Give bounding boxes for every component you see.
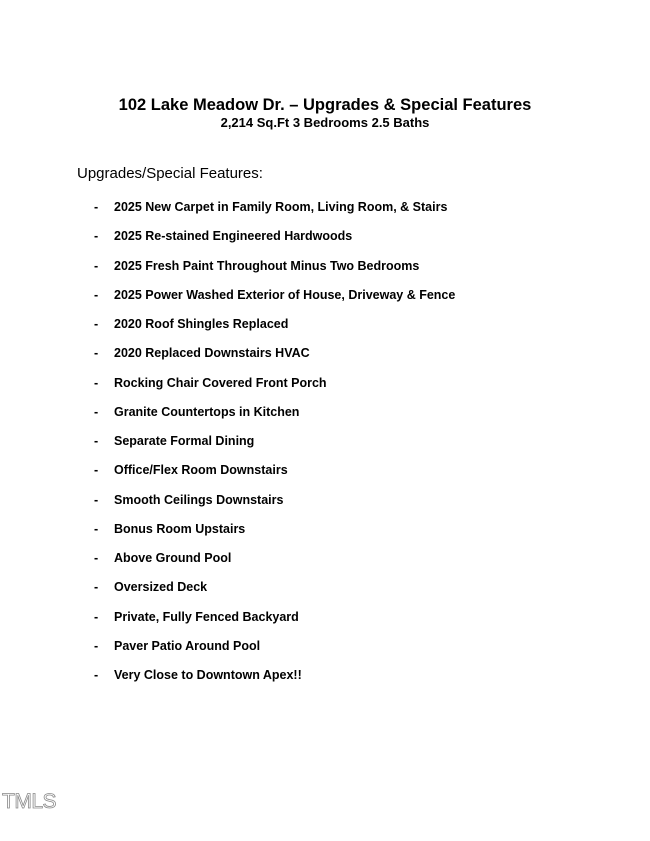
bullet-dash: - xyxy=(94,638,99,653)
tmls-watermark: TMLS xyxy=(2,790,57,813)
list-item xyxy=(94,579,455,608)
bullet-dash: - xyxy=(94,317,99,331)
feature-list xyxy=(94,199,455,696)
list-item xyxy=(94,345,455,374)
section-heading: Upgrades/Special Features: xyxy=(77,165,263,182)
list-item xyxy=(94,433,455,462)
feature-text: 2025 Fresh Paint Throughout Minus Two Bedrooms xyxy=(114,258,420,273)
list-item xyxy=(94,375,455,404)
feature-text: Rocking Chair Covered Front Porch xyxy=(114,375,327,390)
list-item xyxy=(94,228,455,257)
feature-text: 2020 Replaced Downstairs HVAC xyxy=(114,346,310,361)
page-title: 102 Lake Meadow Dr. – Upgrades & Special Features xyxy=(118,96,532,114)
bullet-dash: - xyxy=(94,375,99,390)
list-item xyxy=(94,492,455,521)
bullet-dash: - xyxy=(94,404,99,419)
document-header xyxy=(0,95,650,131)
bullet-dash: - xyxy=(94,258,99,273)
list-item xyxy=(94,199,455,228)
feature-text: Paver Patio Around Pool xyxy=(114,638,261,653)
bullet-dash: - xyxy=(94,551,99,565)
list-item xyxy=(94,609,455,638)
bullet-dash: - xyxy=(94,434,99,448)
list-item xyxy=(94,404,455,433)
list-item xyxy=(94,550,455,579)
bullet-dash: - xyxy=(94,668,99,682)
feature-text: 2020 Roof Shingles Replaced xyxy=(114,317,289,331)
bullet-dash: - xyxy=(94,229,99,244)
bullet-dash: - xyxy=(94,521,99,536)
feature-text: Oversized Deck xyxy=(114,580,208,595)
list-item xyxy=(94,287,455,316)
feature-text: Separate Formal Dining xyxy=(114,434,255,448)
feature-text: Private, Fully Fenced Backyard xyxy=(114,609,299,624)
bullet-dash: - xyxy=(94,609,99,624)
list-item xyxy=(94,258,455,287)
bullet-dash: - xyxy=(94,580,99,595)
bullet-dash: - xyxy=(94,200,99,214)
feature-text: 2025 New Carpet in Family Room, Living Room, & Stairs xyxy=(114,200,448,214)
property-summary: 2,214 Sq.Ft 3 Bedrooms 2.5 Baths xyxy=(220,115,430,130)
feature-text: Granite Countertops in Kitchen xyxy=(114,404,300,419)
feature-text: Office/Flex Room Downstairs xyxy=(114,463,288,478)
list-item xyxy=(94,316,455,345)
feature-text: Smooth Ceilings Downstairs xyxy=(114,492,284,507)
feature-text: 2025 Power Washed Exterior of House, Driveway & Fence xyxy=(114,287,456,302)
feature-text: Very Close to Downtown Apex!! xyxy=(114,668,302,682)
list-item xyxy=(94,462,455,491)
feature-text: Bonus Room Upstairs xyxy=(114,521,246,536)
feature-text: Above Ground Pool xyxy=(114,551,232,565)
list-item xyxy=(94,667,455,696)
bullet-dash: - xyxy=(94,346,99,361)
bullet-dash: - xyxy=(94,287,99,302)
bullet-dash: - xyxy=(94,492,99,507)
bullet-dash: - xyxy=(94,463,99,478)
list-item xyxy=(94,638,455,667)
feature-text: 2025 Re-stained Engineered Hardwoods xyxy=(114,229,353,244)
list-item xyxy=(94,521,455,550)
